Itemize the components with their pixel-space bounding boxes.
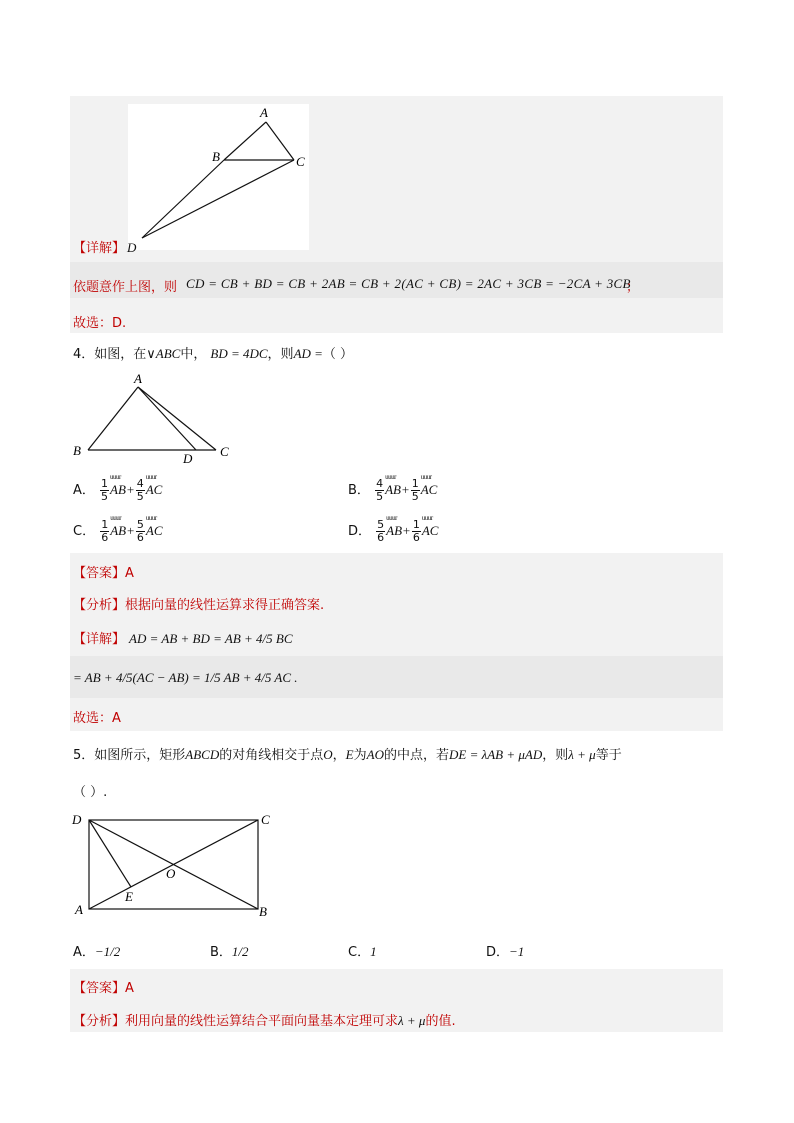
q5-option-d[interactable]: D．−1: [486, 944, 525, 960]
q3-label-C: C: [296, 154, 305, 169]
q3-choice: 故选：D.: [73, 316, 127, 331]
q4-analysis: 【分析】根据向量的线性运算求得正确答案.: [73, 598, 325, 613]
q4-label-A: A: [134, 371, 142, 386]
q3-figure: [128, 104, 309, 250]
q5-label-E: E: [125, 889, 133, 904]
q5-label-A: A: [75, 902, 83, 917]
q5-answer: 【答案】A: [73, 981, 134, 996]
q4-choice: 故选：A: [73, 711, 121, 726]
q3-label-B: B: [212, 149, 220, 164]
q3-solution-end: ；: [626, 280, 640, 295]
q5-stem-blank: （ ）.: [73, 785, 108, 800]
q5-label-D: D: [72, 812, 82, 827]
q4-detail-1: 【详解】 AD = AB + BD = AB + 4/5 BC: [73, 631, 293, 647]
q5-label-B: B: [259, 904, 267, 919]
q5-figure: [70, 808, 280, 923]
q3-solution-text: 依题意作上图，则: [73, 280, 178, 295]
q4-option-a[interactable]: A． $\frac{1}{5}$ uuur AB+ $\frac{4}{5}$ uuur AC: [73, 478, 162, 503]
q4-label-D: D: [183, 451, 193, 465]
q4-label-C: C: [220, 444, 229, 459]
q4-stem: 4．如图，在∨ABC中， BD = 4DC，则AD =（ ）: [73, 346, 354, 362]
q5-option-c[interactable]: C．1: [348, 944, 377, 960]
q5-label-O: O: [166, 866, 176, 881]
q4-option-b[interactable]: B． $\frac{4}{5}$ uuur AB+ $\frac{1}{5}$ uuur AC: [348, 478, 437, 503]
q4-detail-2: = AB + 4/5(AC − AB) = 1/5 AB + 4/5 AC .: [73, 670, 298, 685]
q5-stem: 5．如图所示，矩形ABCD的对角线相交于点O，E为AO的中点，若DE = λAB + μAD，则λ + μ等于: [73, 747, 622, 763]
q4-option-c[interactable]: C． $\frac{1}{6}$ uuur AB+ $\frac{5}{6}$ uuur AC: [73, 519, 163, 544]
q3-label-D: D: [127, 240, 137, 255]
q3-label-A: A: [260, 105, 268, 120]
q3-detail-tag: 【详解】: [73, 241, 126, 256]
q5-option-a[interactable]: A．−1/2: [73, 944, 121, 960]
q5-option-b[interactable]: B．1/2: [210, 944, 249, 960]
q4-answer: 【答案】A: [73, 566, 134, 581]
q4-option-d[interactable]: D． $\frac{5}{6}$ uuur AB+ $\frac{1}{6}$ uuur AC: [348, 519, 438, 544]
q3-solution-math: CD = CB + BD = CB + 2AB = CB + 2(AC + CB) = 2AC + 3CB = −2CA + 3CB: [186, 276, 631, 291]
q4-figure: [70, 370, 240, 465]
q5-analysis: 【分析】利用向量的线性运算结合平面向量基本定理可求λ + μ的值.: [73, 1013, 456, 1029]
q4-label-B: B: [73, 443, 81, 458]
q5-label-C: C: [261, 812, 270, 827]
